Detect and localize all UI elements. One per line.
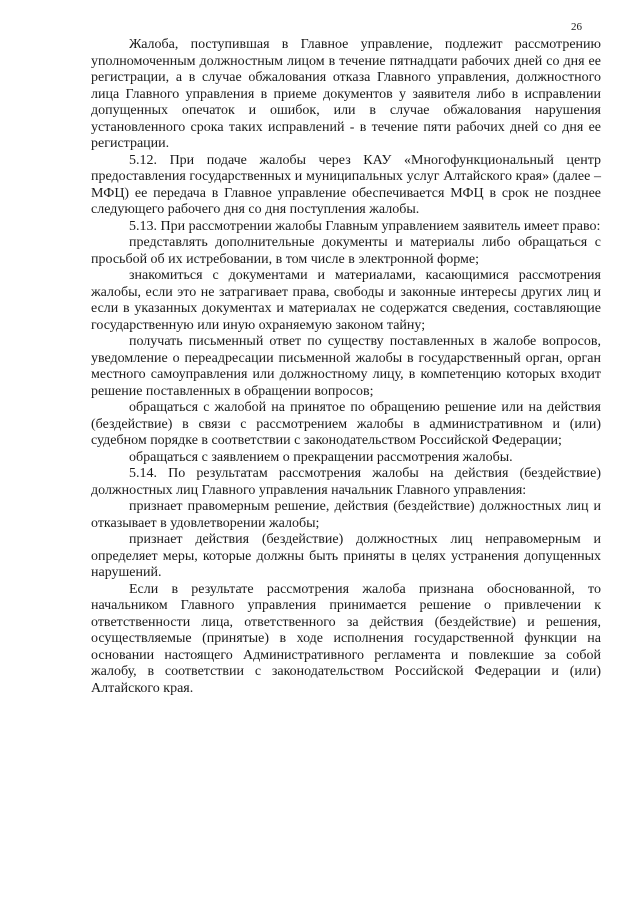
paragraph-5-13: 5.13. При рассмотрении жалобы Главным управлением заявитель имеет право:: [129, 218, 601, 234]
paragraph-5-14: 5.14. По результатам рассмотрения жалобы на действия (бездействие) должностных лиц Главного управления начальник Главного управления:: [91, 466, 601, 498]
paragraph-decision-lawful: признает правомерным решение, действия (бездействие) должностных лиц и отказывает в удовлетворении жалобы;: [91, 499, 601, 531]
paragraph-right-withdraw: обращаться с заявлением о прекращении рассмотрения жалобы.: [129, 449, 513, 465]
paragraph-decision-unlawful: признает действия (бездействие) должностных лиц неправомерным и определяет меры, которые должны быть приняты в целях устранения допущенных нарушений.: [91, 532, 601, 580]
document-body: [91, 37, 601, 697]
paragraph-right-appeal: обращаться с жалобой на принятое по обращению решение или на действия (бездействие) в связи с рассмотрением жалобы в административном и (или) судебном порядке в соответствии с законодательством Российской Федерации;: [91, 400, 601, 448]
paragraph-right-review-documents: знакомиться с документами и материалами, касающимися рассмотрения жалобы, если это не затрагивает права, свободы и законные интересы других лиц и если в указанных документах и материалах не содержатся сведения, составляющие государственную или иную охраняемую законом тайну;: [91, 268, 601, 333]
paragraph-right-written-answer: получать письменный ответ по существу поставленных в жалобе вопросов, уведомление о переадресации письменной жалобы в государственный орган, орган местного самоуправления или должностному лицу, в компетенцию которых входит решение поставленных в обращении вопросов;: [91, 334, 601, 399]
paragraph-complaint-review-term: Жалоба, поступившая в Главное управление, подлежит рассмотрению уполномоченным должностным лицом в течение пятнадцати рабочих дней со дня ее регистрации, а в случае обжалования отказа Главного управления, должностного лица Главного управления в приеме документов у заявителя либо в исправлении допущенных опечаток и ошибок, или в случае обжалования нарушения установленного срока таких исправлений - в течение пяти рабочих дней со дня ее регистрации.: [91, 37, 601, 151]
paragraph-liability: Если в результате рассмотрения жалоба признана обоснованной, то начальником Главного управления принимается решение о привлечении к ответственности лица, ответственного за действия (бездействие) и решения, осуществляемые (принятые) в ходе исполнения государственной функции на основании настоящего Административного регламента и повлекшие за собой жалобу, в соответствии с законодательством Российской Федерации и (или) Алтайского края.: [91, 581, 601, 696]
paragraph-5-12: 5.12. При подаче жалобы через КАУ «Многофункциональный центр предоставления государственных и муниципальных услуг Алтайского края» (далее – МФЦ) ее передача в Главное управление обеспечивается МФЦ в срок не позднее следующего рабочего дня со дня поступления жалобы.: [91, 152, 601, 217]
page-number: 26: [571, 21, 582, 33]
paragraph-right-submit-documents: представлять дополнительные документы и материалы либо обращаться с просьбой об их истребовании, в том числе в электронной форме;: [91, 235, 601, 267]
